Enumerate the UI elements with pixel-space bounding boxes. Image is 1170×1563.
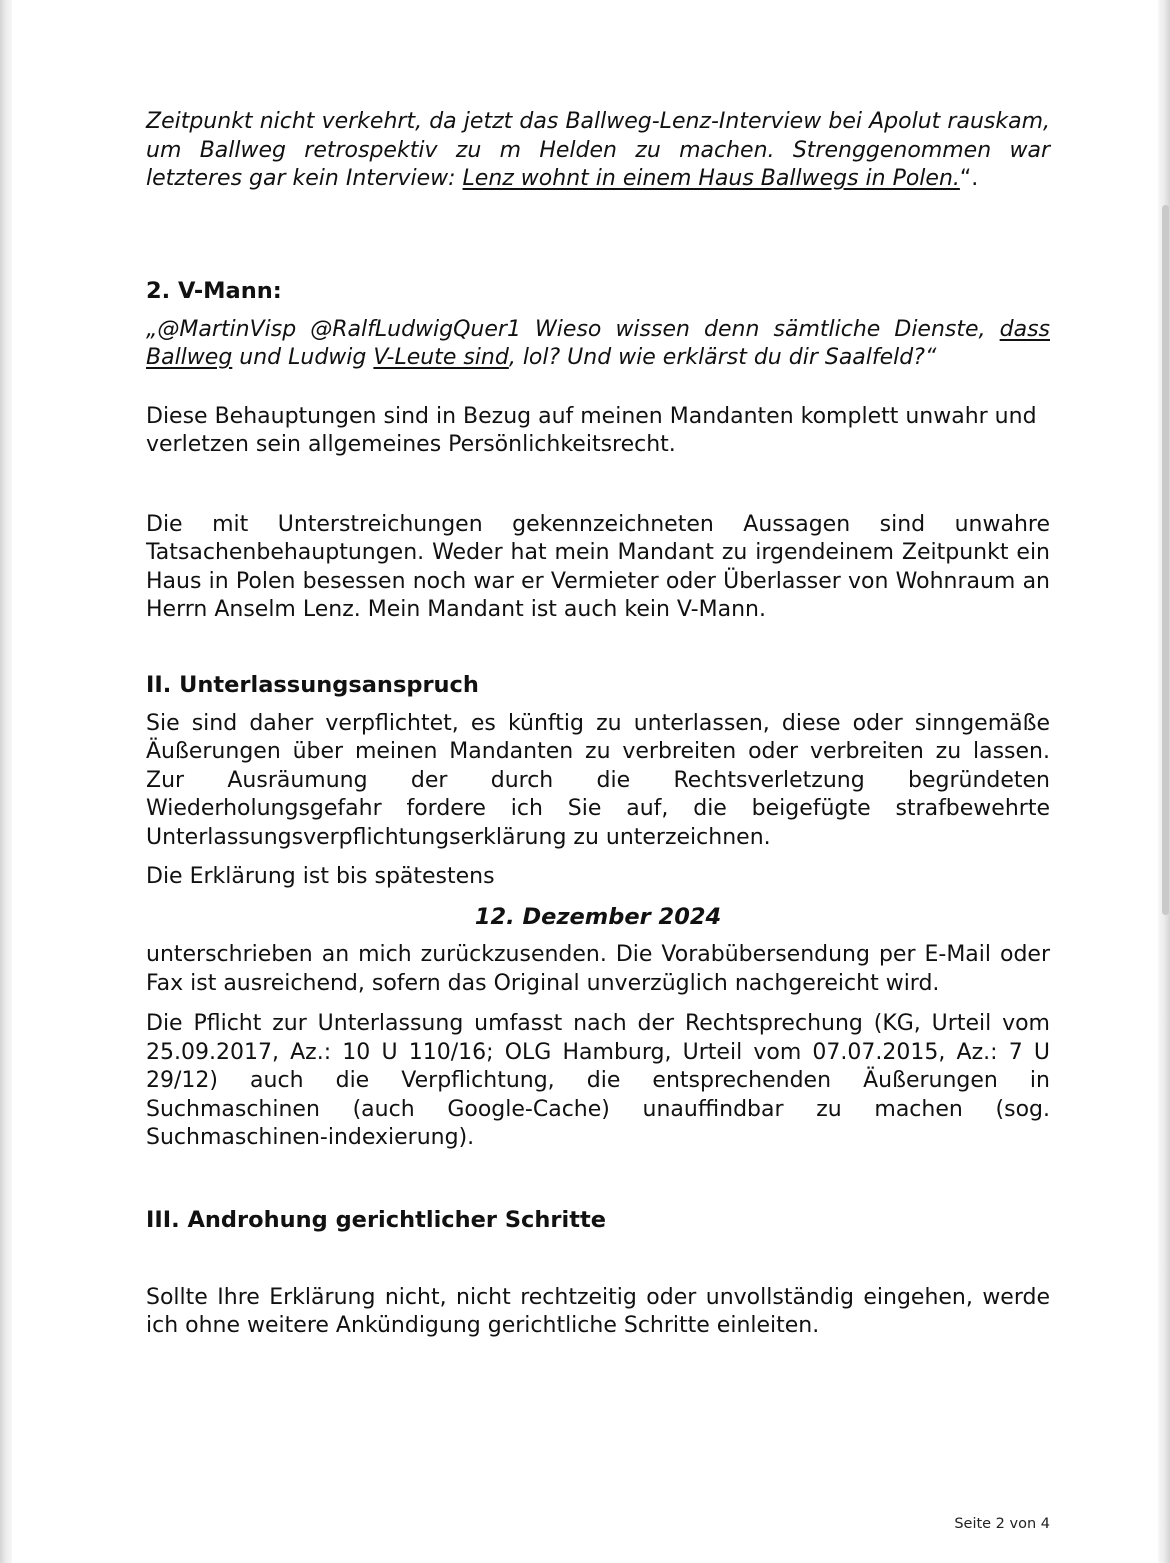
section-2-quote (146, 316, 1050, 373)
facts-paragraph: Die mit Unterstreichungen gekennzeichneten Aussagen sind unwahre Tatsachenbehauptungen. Weder hat mein Mandant zu irgendeinem Zeitpunkt ein Haus in Polen besessen noch war er Vermieter oder Überlasser von Wohnraum an Herrn Anselm Lenz. Mein Mandant ist auch kein V-Mann. (146, 511, 1050, 622)
section-III-paragraph: Sollte Ihre Erklärung nicht, nicht rechtzeitig oder unvollständig eingehen, werde ich ohne weitere Ankündigung gerichtliche Schritte einleiten. (146, 1284, 1050, 1338)
intro-quote-closing: “. (959, 166, 979, 191)
intro-quote-underlined: Lenz wohnt in einem Haus Ballwegs in Polen. (462, 166, 960, 191)
section-II-paragraph-2: unterschrieben an mich zurückzusenden. Die Vorabübersendung per E-Mail oder Fax ist ausreichend, sofern das Original unverzüglich nachgereicht wird. (146, 942, 1050, 996)
quote-text-a: „@MartinVisp @RalfLudwigQuer1 Wieso wissen denn sämtliche Dienste, (146, 316, 1000, 342)
section-II-heading: II. Unterlassungsanspruch (146, 671, 479, 698)
section-2-heading: 2. V-Mann: (146, 277, 282, 304)
intro-quote (146, 108, 1050, 194)
quote-underlined-vleute: V-Leute sind (373, 345, 509, 370)
quote-underlined-ballweg: dass Ballweg (146, 316, 1050, 370)
intro-quote-text: Zeitpunkt nicht verkehrt, da jetzt das Ballweg-Lenz-Interview bei Apolut rauskam, um Ballweg retrospektiv zu m Helden zu machen. Strenggenommen war letzteres gar kein Interview: (146, 109, 1050, 191)
deadline-intro: Die Erklärung ist bis spätestens (146, 864, 495, 889)
quote-text-c: , lol? Und wie erklärst du dir Saalfeld?“ (508, 345, 937, 370)
section-II-paragraph-3: Die Pflicht zur Unterlassung umfasst nach der Rechtsprechung (KG, Urteil vom 25.09.2017, Az.: 10 U 110/16; OLG Hamburg, Urteil vom 07.07.2015, Az.: 7 U 29/12) auch die Verpflichtung, die entsprechenden Äußerungen in Suchmaschinen (auch Google-Cache) unauffindbar zu machen (sog. Suchmaschinen-indexierung). (146, 1011, 1050, 1150)
deadline-date: 12. Dezember 2024 (474, 903, 722, 930)
vertical-scrollbar[interactable] (1162, 205, 1169, 915)
section-III-heading: III. Androhung gerichtlicher Schritte (146, 1206, 606, 1233)
section-II-paragraph-1: Sie sind daher verpflichtet, es künftig zu unterlassen, diese oder sinngemäße Äußerungen über meinen Mandanten zu verbreiten oder verbreiten zu lassen. Zur Ausräumung der durch die Rechtsverletzung begründeten Wiederholungsgefahr fordere ich Sie auf, die beigefügte strafbewehrte Unterlassungsverpflichtungserklärung zu unterzeichnen. (146, 710, 1050, 850)
claims-paragraph: Diese Behauptungen sind in Bezug auf meinen Mandanten komplett unwahr und verletzen sein allgemeines Persönlichkeitsrecht. (146, 403, 1037, 457)
document-page (146, 108, 1050, 1341)
quote-text-b: und Ludwig (232, 345, 374, 370)
page-number: Seite 2 von 4 (954, 1516, 1050, 1532)
viewer-frame-left (0, 0, 12, 1563)
